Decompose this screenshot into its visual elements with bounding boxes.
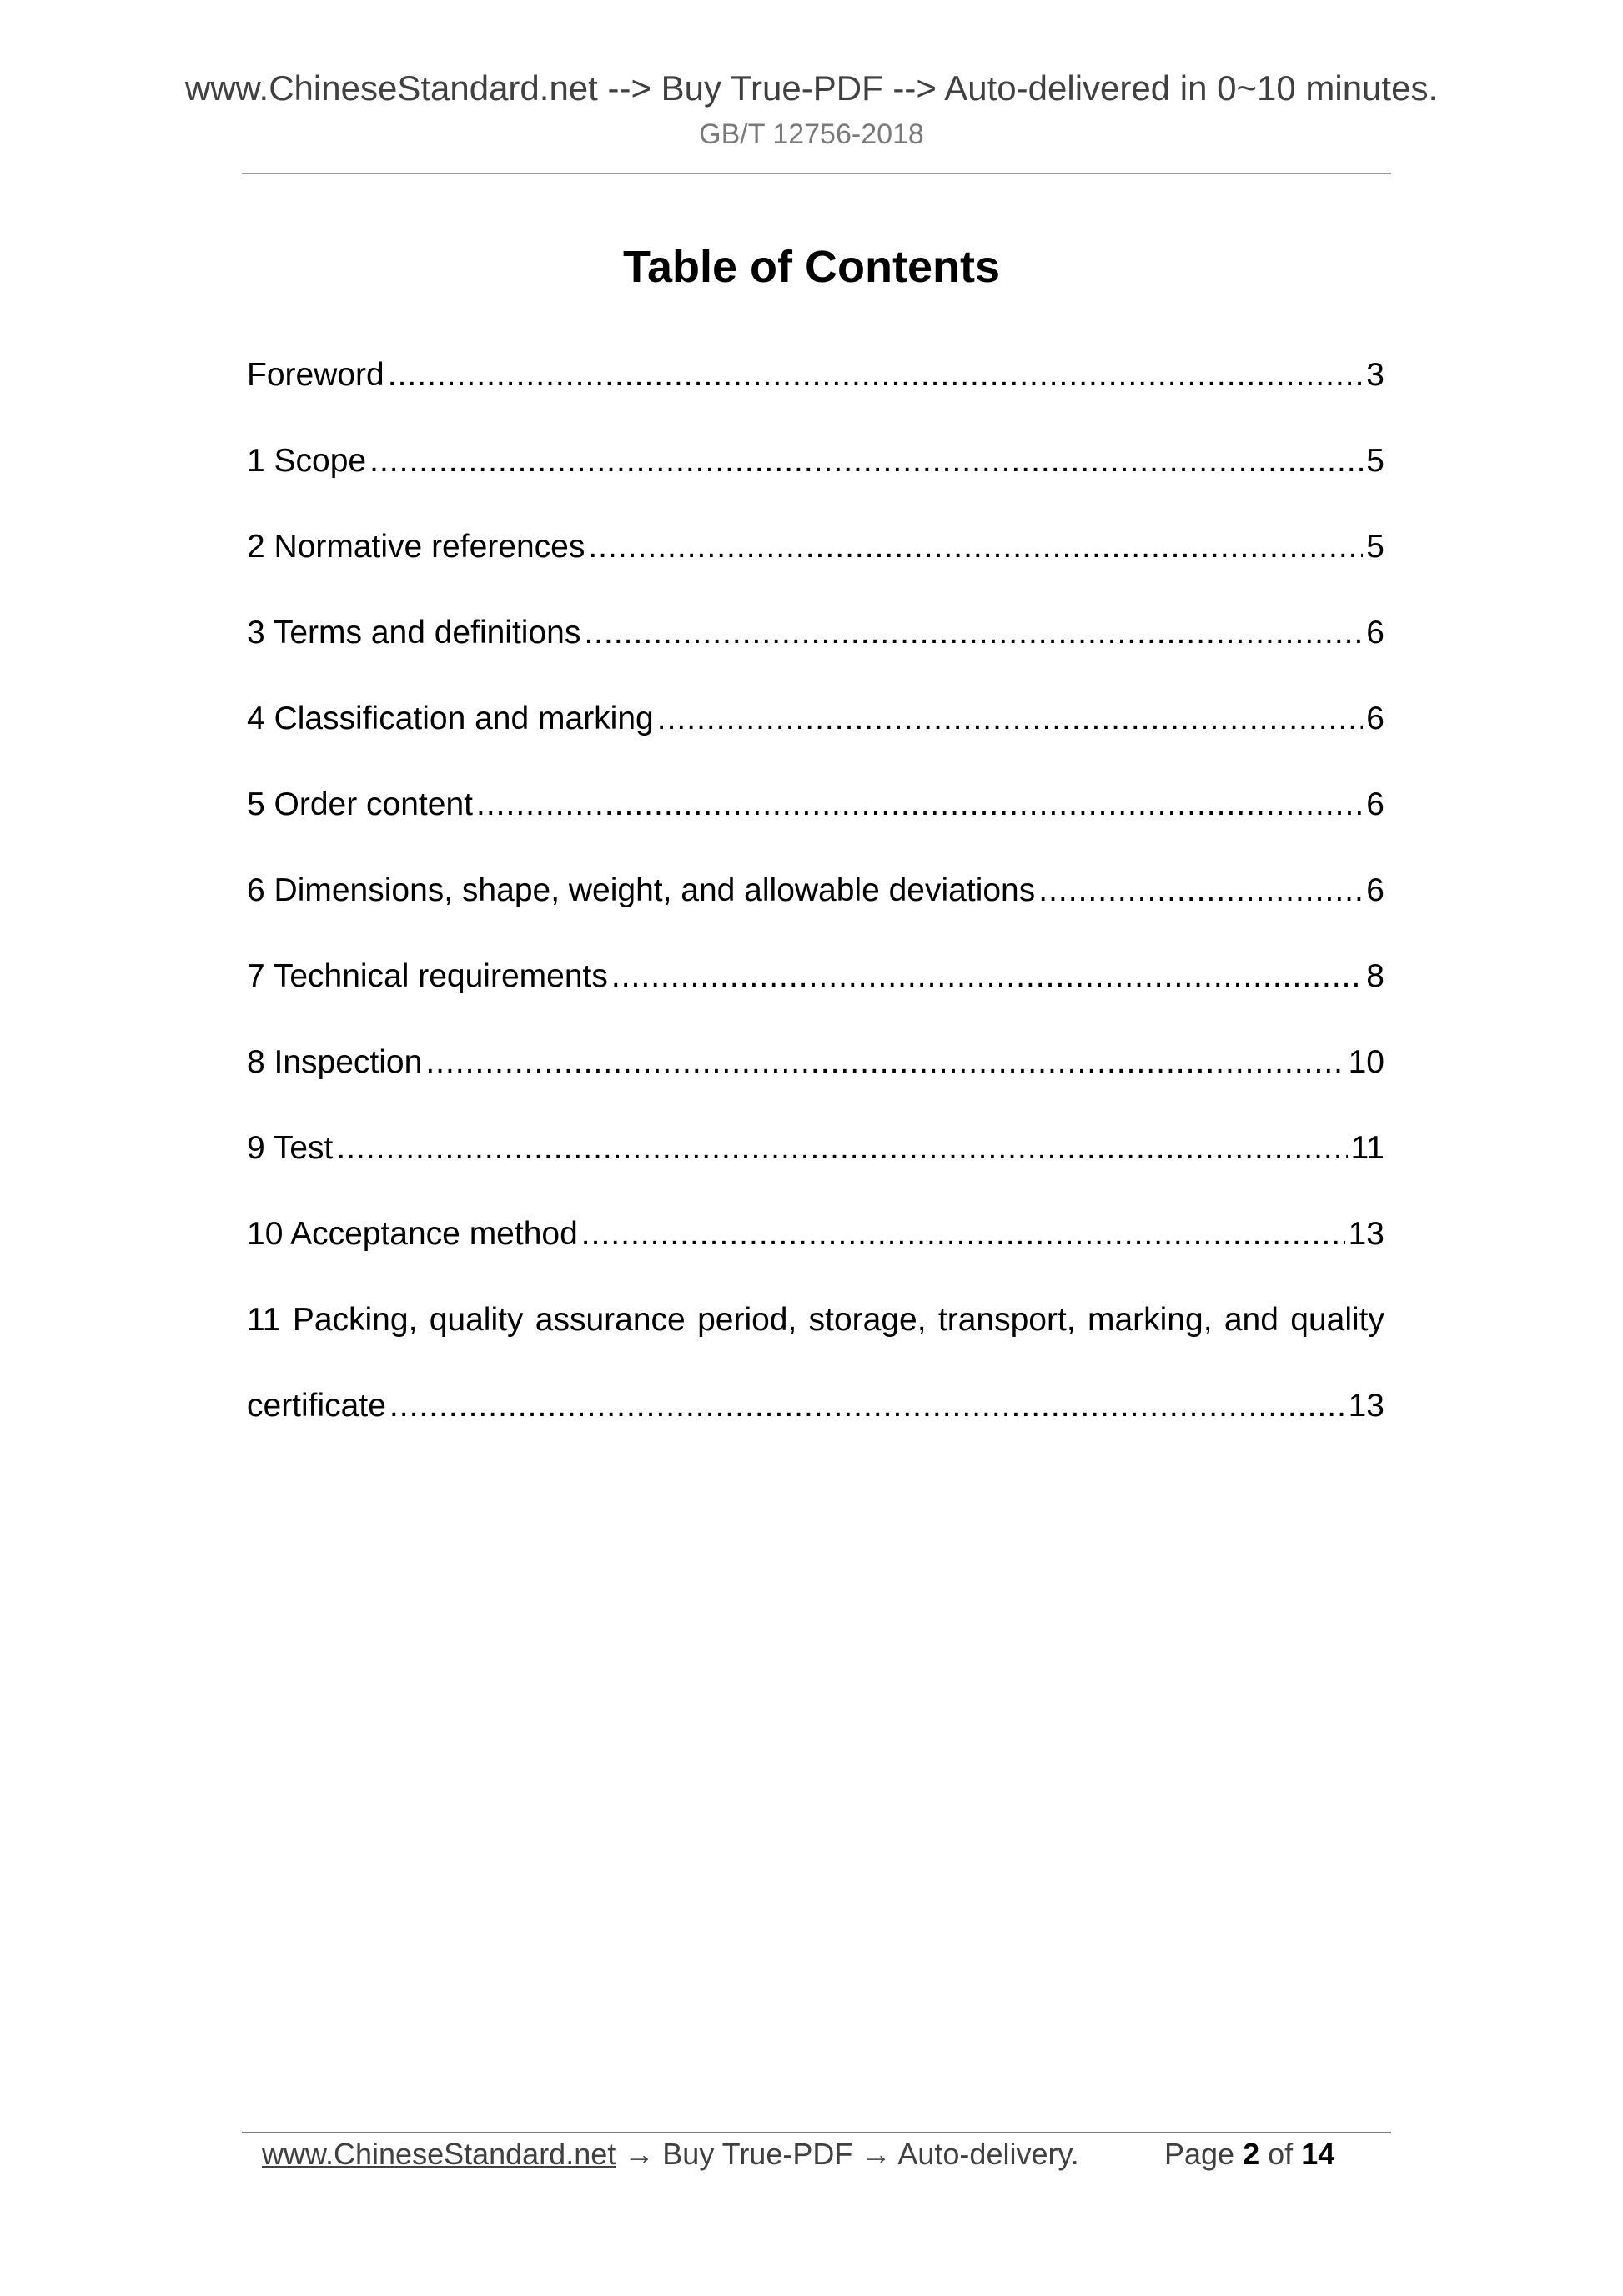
toc-entry-label: 1 Scope [247,443,367,479]
toc-entry-page: 8 [1366,958,1384,994]
document-number: GB/T 12756-2018 [699,118,924,150]
toc-entry-label: 4 Classification and marking [247,701,654,736]
arrow-right-icon: → [624,2137,655,2171]
toc-dot-leader [336,1121,1347,1176]
toc-dot-leader [611,949,1363,1004]
toc-entry-scope[interactable] [247,434,1384,520]
arrow-right-icon: → [861,2137,892,2171]
toc-entry-technical-requirements[interactable] [247,949,1384,1035]
toc-dot-leader [388,348,1364,403]
toc-entry-label: 10 Acceptance method [247,1216,578,1252]
page-total: 14 [1301,2137,1335,2171]
toc-entry-page: 3 [1366,357,1384,393]
footer-buy-text: Buy True-PDF [662,2137,853,2171]
toc-dot-leader [584,605,1363,661]
page-title: Table of Contents [623,242,1000,292]
page-of: of [1268,2137,1294,2171]
toc-entry-classification-marking[interactable] [247,691,1384,777]
footer [262,2133,1379,2175]
toc-dot-leader [476,777,1363,832]
header-divider [242,173,1391,174]
toc-entry-page: 5 [1366,529,1384,565]
toc-entry-label: certificate [247,1388,386,1424]
toc-dot-leader [1038,863,1363,918]
toc-entry-label: 7 Technical requirements [247,958,608,994]
toc-dot-leader [425,1035,1344,1090]
toc-entry-label: Foreword [247,357,384,393]
toc-entry-label: 8 Inspection [247,1044,423,1080]
toc-entry-normative-references[interactable] [247,520,1384,605]
toc-dot-leader [588,520,1363,575]
toc-entry-packing-line2[interactable] [247,1379,1384,1465]
toc-entry-label: 3 Terms and definitions [247,615,581,651]
header-banner: www.ChineseStandard.net --> Buy True-PDF --> Auto-delivered in 0~10 minutes. [184,68,1439,108]
toc-entry-page: 6 [1366,786,1384,822]
toc-dot-leader [389,1379,1345,1434]
toc-entry-page: 13 [1348,1216,1384,1252]
page-current: 2 [1243,2137,1260,2171]
toc-entry-page: 6 [1366,872,1384,908]
toc-entry-inspection[interactable] [247,1035,1384,1121]
toc-entry-label: 9 Test [247,1130,334,1166]
toc-entry-terms-definitions[interactable] [247,605,1384,691]
toc-entry-order-content[interactable] [247,777,1384,863]
toc-list [247,348,1384,1465]
page-label: Page [1164,2137,1235,2171]
toc-dot-leader [581,1207,1345,1262]
toc-entry-page: 13 [1348,1388,1384,1424]
toc-entry-page: 5 [1366,443,1384,479]
toc-dot-leader [369,434,1363,489]
toc-entry-label: 6 Dimensions, shape, weight, and allowable deviations [247,872,1036,908]
toc-entry-test[interactable] [247,1121,1384,1207]
toc-entry-page: 11 [1350,1130,1384,1166]
toc-dot-leader [657,691,1364,746]
footer-delivery-text: Auto-delivery. [897,2137,1079,2171]
toc-entry-page: 6 [1366,615,1384,651]
toc-entry-page: 6 [1366,701,1384,736]
toc-entry-page: 10 [1348,1044,1384,1080]
toc-entry-foreword[interactable] [247,348,1384,434]
page-indicator [1164,2133,1334,2175]
toc-entry-acceptance-method[interactable] [247,1207,1384,1293]
toc-entry-label: 5 Order content [247,786,473,822]
toc-entry-dimensions[interactable] [247,863,1384,949]
toc-entry-label: 2 Normative references [247,529,585,565]
toc-entry-packing-line1[interactable]: 11 Packing, quality assurance period, storage, transport, marking, and quality [247,1302,1384,1338]
footer-site-link[interactable]: www.ChineseStandard.net [262,2137,616,2171]
